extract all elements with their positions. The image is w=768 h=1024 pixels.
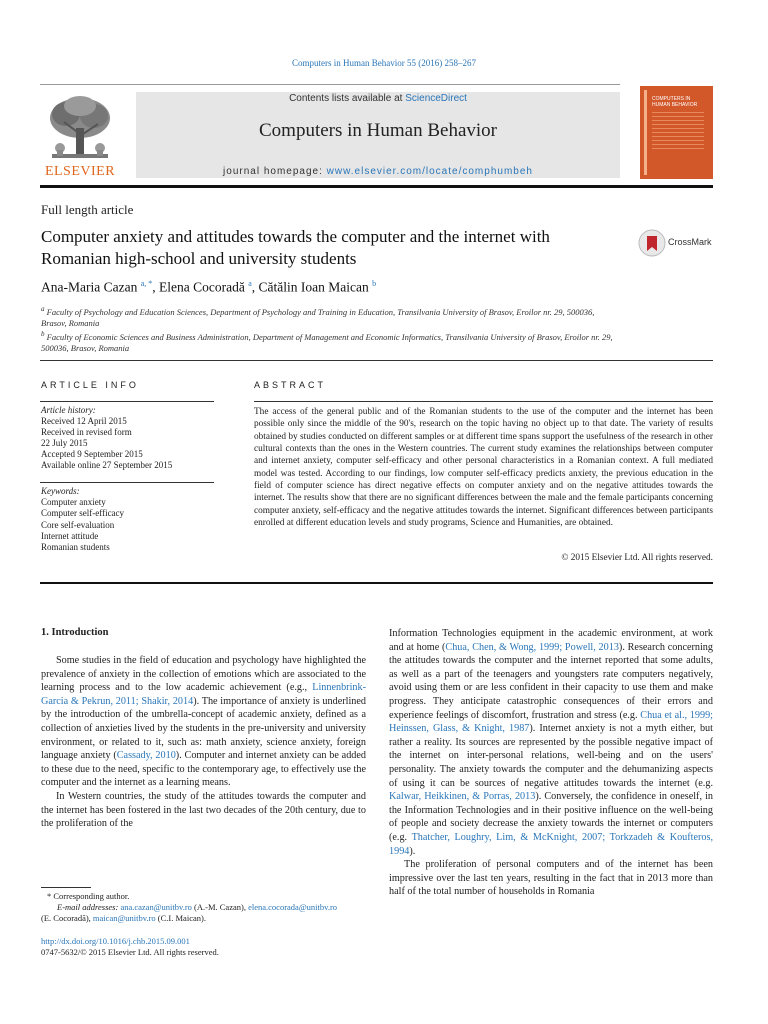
body-left-column [41, 654, 366, 831]
email-addresses-cont [41, 913, 371, 924]
author-1-mark[interactable]: a, * [140, 279, 153, 288]
history-item: Available online 27 September 2015 [41, 460, 173, 470]
affiliation-text: Faculty of Psychology and Education Sciences, Department of Psychology and Training in Education, Transilvania University of Brasov, Eroilor nr. 29, 500036, Brasov, Romania [41, 306, 595, 328]
citation-link[interactable]: Linnenbrink-Garcia & Pekrun, 2011; Shakir, 2014 [41, 682, 366, 707]
text-run: ). Internet anxiety is not a myth either, but rather a reality. Its sources are represented by the possible negative impact of the internet on inter-personal relations, well-being and on the users' personality. The anxiety towards the computer and the dehumanizing aspects of using it can be sources of negative attitudes towards the internet (e.g. [389, 723, 713, 789]
article-info-rule [40, 401, 214, 402]
email-addresses [41, 902, 371, 913]
publisher-name: ELSEVIER [44, 164, 116, 179]
author-2-mark[interactable]: a [248, 279, 252, 288]
email-link[interactable]: maican@unitbv.ro [92, 913, 156, 923]
history-item: Accepted 9 September 2015 [41, 449, 143, 459]
author-3-mark[interactable]: b [372, 279, 377, 288]
history-item: Received in revised form [41, 427, 132, 437]
body-paragraph: The proliferation of personal computers and of the internet has been impressive over the last ten years, resulting in the fact that in 2013 more than half of the total number of households in Romania [389, 859, 713, 898]
keyword-item: Computer self-efficacy [41, 508, 125, 519]
email-owner: (C.I. Maican). [155, 913, 206, 923]
crossmark-label: CrossMark [668, 237, 712, 247]
affiliation-a [41, 304, 621, 329]
crossmark-badge[interactable] [638, 229, 718, 259]
corresponding-author: * Corresponding author. [47, 891, 130, 901]
history-item: 22 July 2015 [41, 438, 88, 448]
affiliation-b [41, 329, 621, 354]
keyword-item: Computer anxiety [41, 497, 106, 508]
author-3: Cătălin Ioan Maican [258, 279, 369, 295]
author-list [41, 279, 376, 296]
text-run: ). Research concerning the attitudes towards the computer and the internet reported that some adults, as well as a part of the teenagers and youngsters rate computers negatively, avoid using them or are less confident in their capacity to use them and make progress. They anticipate catastrophic consequences of their errors and experience feelings of discomfort, frustration and stress (e.g. [389, 641, 713, 721]
journal-title: Computers in Human Behavior [259, 120, 497, 141]
affiliation-mark: a [41, 305, 45, 313]
citation-link[interactable]: Chua et al., 1999; Heinssen, Glass, & Knight, 1987 [389, 709, 713, 735]
affiliations [41, 304, 621, 354]
cover-text-block [652, 112, 704, 152]
affiliation-mark: b [41, 329, 45, 338]
history-item: Received 12 April 2015 [41, 416, 127, 426]
body-rule [40, 582, 713, 584]
journal-citation[interactable]: Computers in Human Behavior 55 (2016) 258–267 [292, 58, 476, 68]
text-run: ). Computer and internet anxiety can be added to these due to the need, specific to the contemporary age, to effectively use the computer and the internet as a learning means. [41, 750, 367, 789]
keywords [41, 486, 215, 553]
email-label: E-mail addresses: [57, 902, 121, 912]
homepage-link[interactable]: www.elsevier.com/locate/comphumbeh [326, 166, 533, 177]
article-history [41, 405, 215, 471]
text-run: Some studies in the field of education and psychology have highlighted the prevalence of anxiety in the collection of emotions which are associated to the learning process and to the low academic achievement (e.g., [41, 655, 366, 694]
body-right-column [389, 627, 713, 899]
crossmark-icon [638, 229, 666, 257]
cover-title-line1: COMPUTERS IN [652, 96, 691, 102]
keywords-rule [40, 482, 214, 483]
email-owner: (E. Cocoradă), [41, 913, 93, 923]
citation-link[interactable]: Kalwar, Heikkinen, & Porras, 2013 [389, 791, 536, 803]
body-paragraph [41, 654, 366, 790]
article-title: Computer anxiety and attitudes towards the computer and the internet with Romanian high-school and university students [41, 227, 550, 268]
author-1: Ana-Maria Cazan [41, 279, 138, 295]
keywords-label: Keywords: [41, 486, 80, 496]
sciencedirect-link[interactable]: ScienceDirect [405, 93, 467, 104]
citation-link[interactable]: Thatcher, Loughry, Lim, & McKnight, 2007; Torkzadeh & Koufteros, 1994 [389, 831, 714, 857]
elsevier-logo[interactable] [40, 92, 120, 184]
journal-homepage [136, 166, 620, 177]
text-run: ). Conversely, the confidence in oneself, in the Information Technologies and in their positive influence on the well-being of people and society decrease the anxiety towards the internet or computers (e.g. [389, 791, 714, 843]
email-link[interactable]: ana.cazan@unitbv.ro [120, 902, 192, 912]
email-owner: (A.-M. Cazan), [191, 902, 249, 912]
footnote-rule [41, 887, 91, 888]
text-run: Information Technologies equipment in the academic environment, at work and at home ( [389, 628, 713, 653]
keyword-item: Core self-evaluation [41, 519, 115, 530]
citation-link[interactable]: Chua, Chen, & Wong, 1999; Powell, 2013 [445, 641, 619, 653]
abstract-rule [254, 401, 713, 402]
keyword-item: Romanian students [41, 542, 110, 553]
article-info-heading: ARTICLE INFO [41, 380, 139, 390]
introduction-heading: 1. Introduction [41, 627, 109, 638]
journal-cover[interactable] [640, 86, 713, 179]
cover-stripe [644, 90, 647, 175]
citation-link[interactable]: Cassady, 2010 [116, 750, 176, 762]
doi-link[interactable]: http://dx.doi.org/10.1016/j.chb.2015.09.001 [41, 936, 190, 946]
doi-block [41, 936, 219, 958]
body-paragraph [389, 627, 713, 858]
contents-line [136, 93, 620, 104]
contents-prefix: Contents lists available at [289, 93, 406, 104]
author-separator: , [152, 279, 160, 295]
text-run: ). [409, 845, 416, 857]
author-separator: , [251, 279, 259, 295]
header-bottom-rule [40, 185, 713, 188]
issn-line: 0747-5632/© 2015 Elsevier Ltd. All rights reserved. [41, 947, 219, 957]
body-paragraph: In Western countries, the study of the attitudes towards the computer and the internet has been fostered in the last two decades of the 20th century, due to the proliferation of the [41, 790, 366, 830]
abstract-heading: ABSTRACT [254, 380, 327, 390]
history-label: Article history: [41, 405, 96, 415]
article-type: Full length article [41, 202, 134, 217]
cover-title [652, 96, 697, 108]
keyword-item: Internet attitude [41, 530, 99, 541]
affiliation-text: Faculty of Economic Sciences and Business Administration, Department of Management and Economic Informatics, Transilvania University of Brasov, Eroilor nr. 29, 500036, Brasov, Romania [41, 331, 613, 353]
text-run: ). The importance of anxiety is underlined by the introduction of the umbrella-concept of academic anxiety, defined as a collection of anxieties lived by the students in the pre-university and university environment, or related to it, such as: math anxiety, science anxiety, foreign language anxiety ( [41, 695, 366, 762]
author-2: Elena Cocoradă [159, 279, 245, 295]
homepage-prefix: journal homepage: [223, 166, 327, 177]
email-link[interactable]: elena.cocorada@unitbv.ro [248, 902, 338, 912]
header-divider [40, 84, 620, 85]
abstract-text: The access of the general public and of the Romanian students to the use of the computer and the internet has been possible only since the middle of the 90's, research on the topic having no object up to that date. The variety of results obtained by studies conducted on different samples or at different time spans support the usefulness of the research in other cultural contexts than the ones in the Western countries. The current study examines the relationships between computer and internet anxiety, computer self-efficacy and other personal characteristics in a Romanian context. A full mediated model was tested. According to our findings, low computer self-efficacy predicts anxiety, the previous education in the field of computer science has direct negative effects on computer anxiety and on the negative attitudes towards the internet. The results show that there are no significant differences between the male and the female participants concerning computer anxiety, self-efficacy and the negative attitudes towards the internet. Significant differences between participants enrolled at different education levels and study programs, Science and Humanities, are obtained. [254, 407, 713, 529]
abstract-copyright: © 2015 Elsevier Ltd. All rights reserved. [561, 553, 713, 563]
cover-title-line2: HUMAN BEHAVIOR [652, 102, 698, 108]
corresponding-footnote [41, 891, 371, 924]
section-rule [40, 360, 713, 361]
